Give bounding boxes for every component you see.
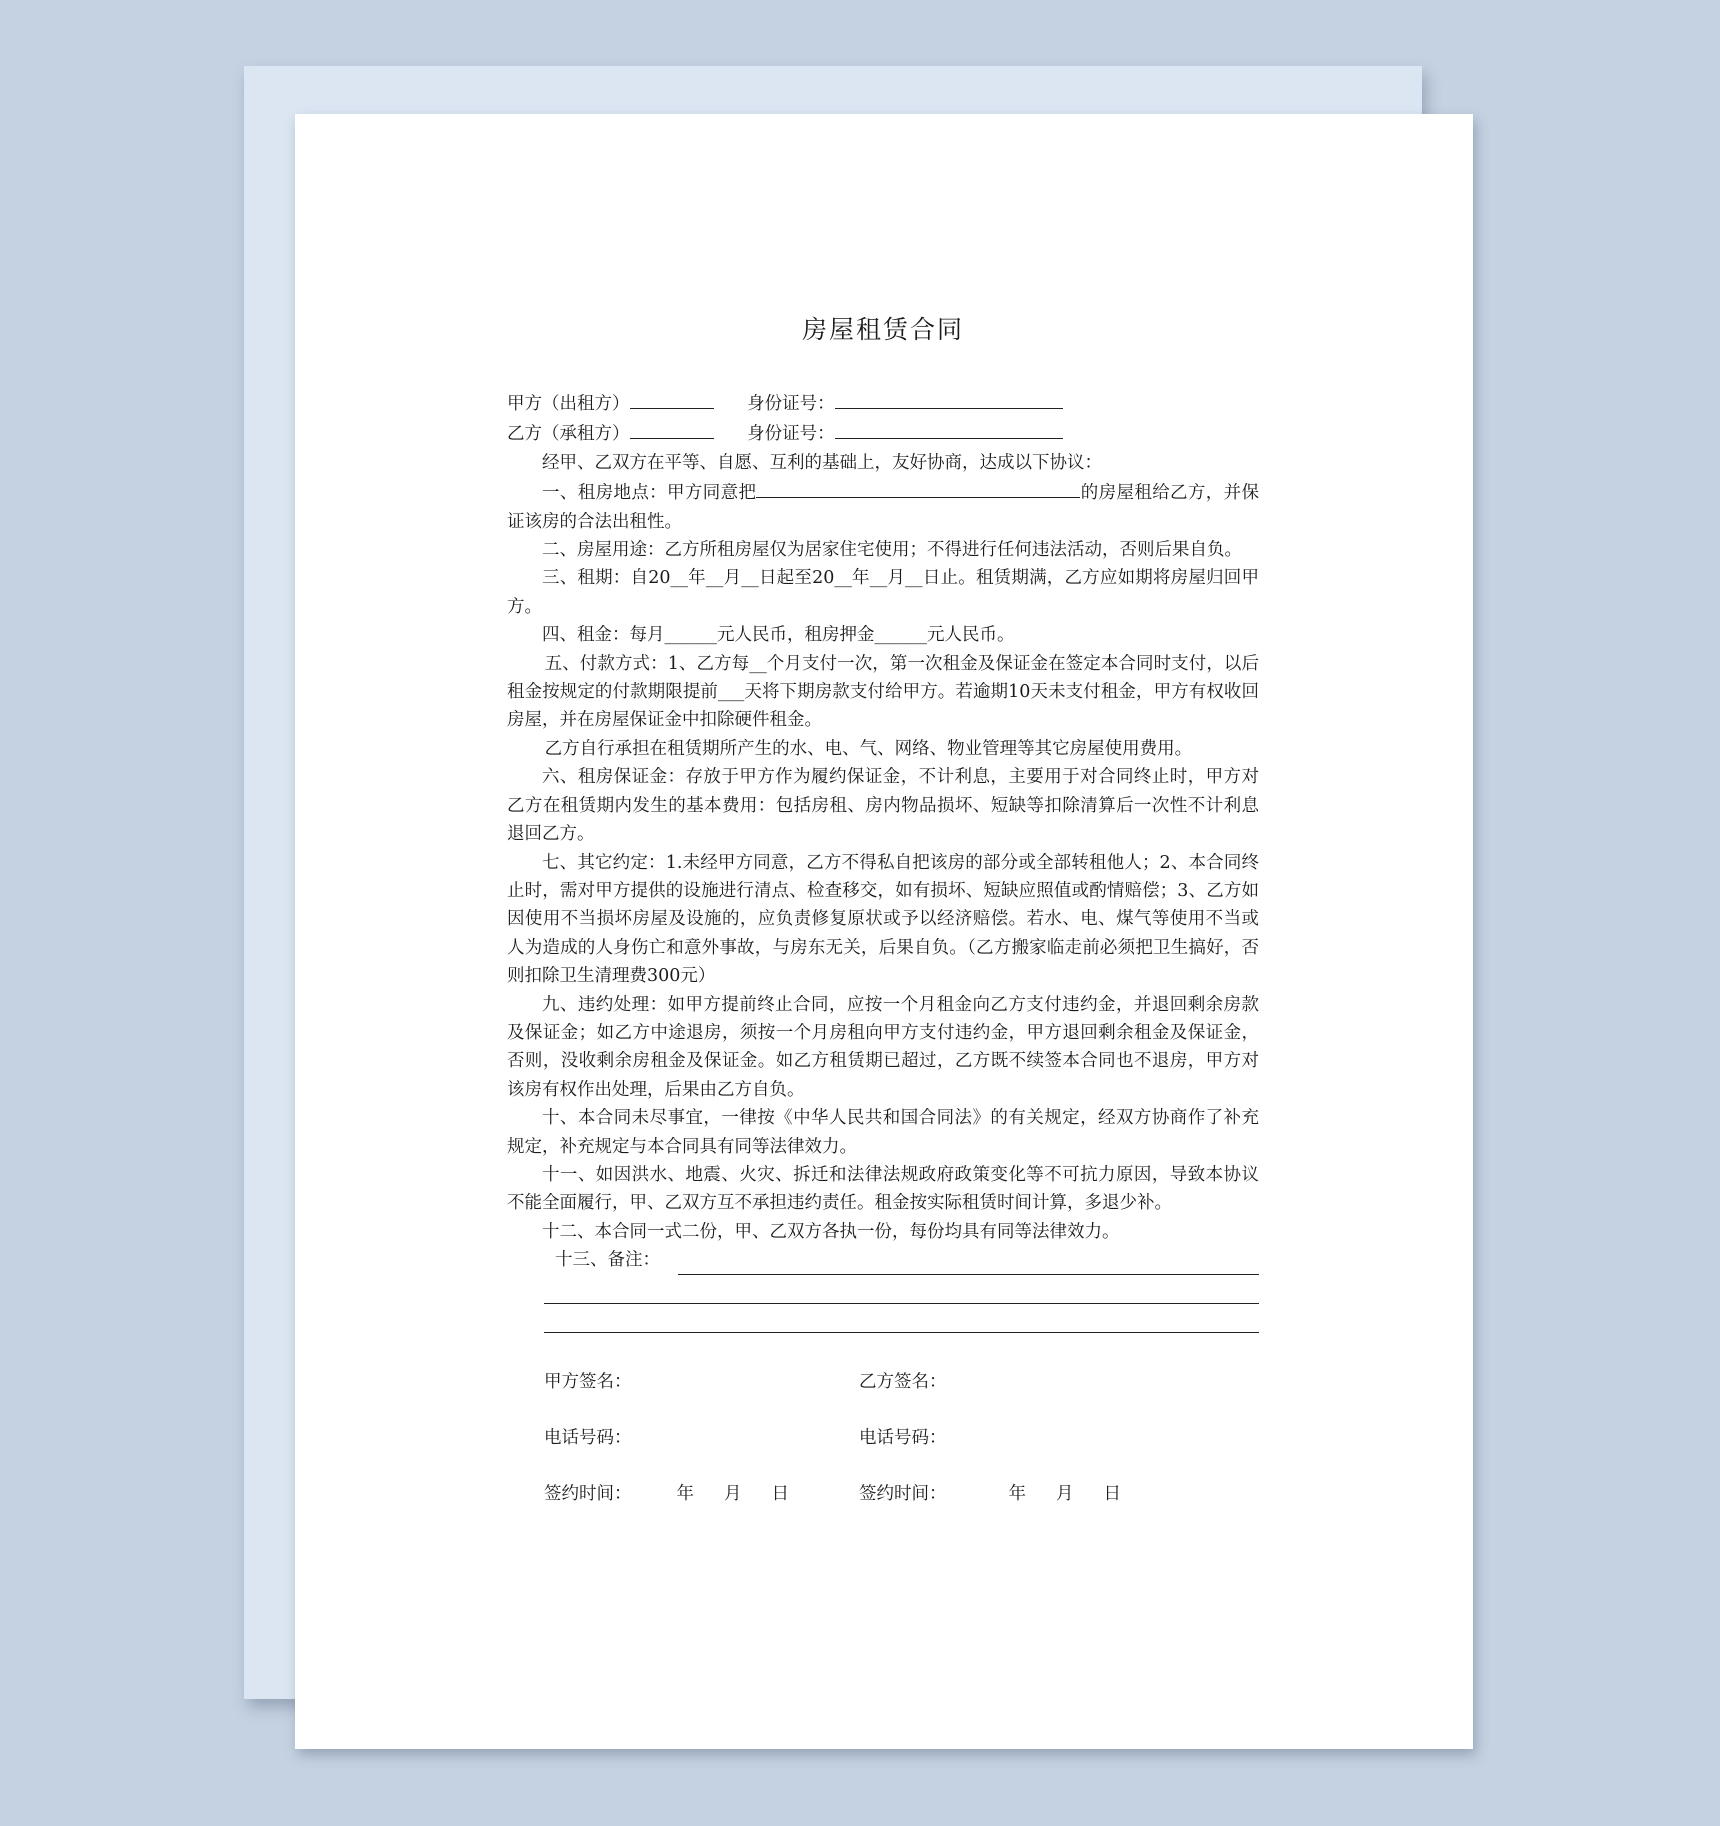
date-row: [544, 1467, 1259, 1523]
party-a-label: 甲方（出租方）: [507, 394, 630, 414]
clause-9: 九、违约处理：如甲方提前终止合同，应按一个月租金向乙方支付违约金，并退回剩余房款及保证金；如乙方中途退房，须按一个月房租向甲方支付违约金，甲方退回剩余租金及保证金，否则，没收剩余房租金及保证金。如乙方租赁期已超过，乙方既不续签本合同也不退房，甲方对该房有权作出处理，后果由乙方自负。: [507, 994, 1259, 1100]
party-a-day: 日: [771, 1484, 789, 1505]
party-b-year: 年: [1008, 1484, 1026, 1505]
clause-1: [507, 477, 1259, 536]
phone-row: [544, 1411, 1259, 1467]
contract-content: [507, 300, 1259, 1523]
party-b-label: 乙方（承租方）: [507, 424, 630, 445]
party-b-date: [859, 1480, 1121, 1508]
party-a-month: 月: [724, 1484, 742, 1505]
clause-4: 四、租金：每月______元人民币，租房押金______元人民币。: [542, 625, 1015, 646]
clause-1-start: 一、租房地点：甲方同意把: [542, 483, 757, 504]
party-b-phone-label: 电话号码：: [859, 1428, 947, 1449]
remarks-line-2: [544, 1275, 1259, 1304]
clause-3: 三、租期：自20__年__月__日起至20__年__月__日止。租赁期满，乙方应如期将房屋归回甲方。: [507, 568, 1259, 617]
party-b-month: 月: [1056, 1484, 1074, 1505]
clause-6: 六、租房保证金：存放于甲方作为履约保证金，不计利息，主要用于对合同终止时，甲方对乙方在租赁期内发生的基本费用：包括房租、房内物品损坏、短缺等扣除清算后一次性不计利息退回乙方。: [507, 767, 1259, 845]
clause-5-extra: 乙方自行承担在租赁期所产生的水、电、气、网络、物业管理等其它房屋使用费用。: [544, 738, 1193, 759]
party-b-row: [507, 418, 1259, 448]
party-b-name-blank: [630, 418, 714, 439]
party-a-phone-label: 电话号码：: [544, 1428, 632, 1449]
party-b-signature-label: 乙方签名：: [859, 1372, 947, 1393]
party-a-id-blank: [835, 388, 1063, 409]
clause-10: 十、本合同未尽事宜，一律按《中华人民共和国合同法》的有关规定，经双方协商作了补充规定，补充规定与本合同具有同等法律效力。: [507, 1108, 1259, 1157]
remarks-line-3: [544, 1304, 1259, 1333]
intro-paragraph: 经甲、乙双方在平等、自愿、互利的基础上，友好协商，达成以下协议：: [542, 452, 1102, 473]
remarks-label: 十三、备注：: [555, 1250, 660, 1271]
party-a-date-label: 签约时间：: [544, 1484, 632, 1505]
signature-row: [544, 1355, 1259, 1411]
remarks-row: [507, 1246, 1259, 1274]
signature-section: [507, 1355, 1259, 1523]
party-b-day: 日: [1103, 1484, 1121, 1505]
address-blank: [756, 477, 1080, 498]
remarks-line: [678, 1254, 1259, 1275]
clause-7: 七、其它约定：1.未经甲方同意，乙方不得私自把该房的部分或全部转租他人；2、本合同终止时，需对甲方提供的设施进行清点、检查移交，如有损坏、短缺应照值或酌情赔偿；3、乙方如因使用不当损坏房屋及设施的，应负责修复原状或予以经济赔偿。若水、电、煤气等使用不当或人为造成的人身伤亡和意外事故，与房东无关，后果自负。（乙方搬家临走前必须把卫生搞好，否则扣除卫生清理费300元）: [507, 852, 1259, 987]
party-b-date-label: 签约时间：: [859, 1484, 947, 1505]
party-a-date: [544, 1480, 859, 1508]
party-a-year: 年: [676, 1484, 694, 1505]
party-b-id-label: 身份证号：: [747, 424, 835, 445]
clause-5: 五、付款方式：1、乙方每__个月支付一次，第一次租金及保证金在签定本合同时支付，以后租金按规定的付款期限提前___天将下期房款支付给甲方。若逾期10天未支付租金，甲方有权收回房屋，并在房屋保证金中扣除硬件租金。: [507, 653, 1259, 731]
clause-2: 二、房屋用途：乙方所租房屋仅为居家住宅使用；不得进行任何违法活动，否则后果自负。: [542, 540, 1242, 561]
party-a-signature-label: 甲方签名：: [544, 1372, 632, 1393]
clause-1-end: 的房屋租给乙方，并保证该房的合法出租性。: [507, 483, 1260, 532]
party-b-id-blank: [835, 418, 1063, 439]
party-a-name-blank: [630, 388, 714, 409]
page-title: 房屋租赁合同: [801, 315, 964, 344]
party-a-row: [507, 388, 1259, 418]
clause-11: 十一、如因洪水、地震、火灾、拆迁和法律法规政府政策变化等不可抗力原因，导致本协议不能全面履行，甲、乙双方互不承担违约责任。租金按实际租赁时间计算，多退少补。: [507, 1164, 1259, 1214]
party-a-id-label: 身份证号：: [747, 394, 835, 414]
clause-12: 十二、本合同一式二份，甲、乙双方各执一份，每份均具有同等法律效力。: [542, 1221, 1120, 1242]
